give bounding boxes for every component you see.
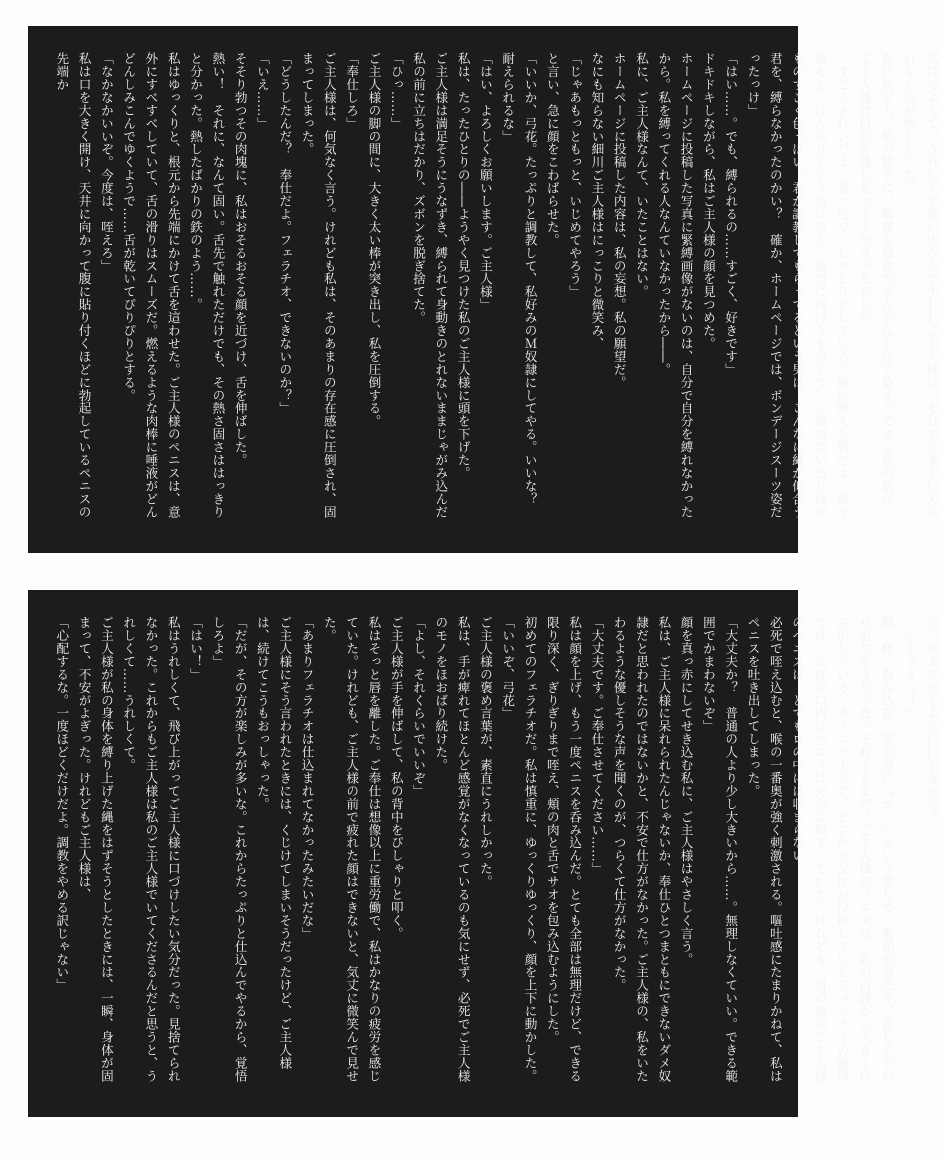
paragraph: ドキドキしながら、私はご主人様の顔を見つめた。 (700, 52, 716, 350)
paragraph: 初めてのフェラチオだ。私は慎重に、ゆっくりゆっくり、顔を上下に動かした。 (522, 616, 538, 1083)
paragraph: 私は顔を上げ、もう一度ペニスを呑み込んだ。とても全部は無理だけど、できる限り深く、ぎりぎりまで咥え、頬の肉と舌でサオを包み込むようにした。 (544, 616, 583, 1083)
paragraph: 私は、手が痺れてほとんど感覚がなくなっているのも気にせず、必死でご主人様のモノをほおばり続けた。 (433, 616, 471, 1083)
paragraph: 気持ちよくて、うれしくて涙が出るんです――ご主人様に、それをうまく伝えられないのが悔しかった。 (901, 52, 939, 519)
paragraph: 「じゃあもっともっと、いじめてやろう」 (567, 52, 583, 299)
paragraph: 「はい！」 (188, 616, 204, 681)
paragraph: 私は、ご主人様に呆れられたんじゃないか、奉仕ひとつまともにできないダメ奴隷だと思われたのではないかと、不安で仕方がなかった。ご主人様の、私をいたわるような優しそうな声を聞くのが、つらくて仕方がなかった。 (611, 616, 672, 1083)
paragraph: ホームページに投稿した写真に緊縛画像がないのは、自分で自分を縛れなかったから。私を縛ってくれる人なんていなかったから――。 (656, 52, 694, 519)
paragraph: 「だが、その方が楽しみが多いな。これからたっぷりと仕込んでやるから、覚悟しろよ」 (210, 616, 248, 1083)
paragraph: 熱い！ それに、なんて固い。舌先で触れただけでも、その熱さ固さははっきりと分かった。熱したばかりの鉄のよう……。 (188, 52, 226, 519)
paragraph: ご主人様の褒め言葉が、素直にうれしかった。 (477, 616, 493, 888)
paragraph: 「あまりフェラチオは仕込まれてなかったみたいだな」 (299, 616, 315, 940)
paragraph: 「はい……。でも、縛られるの……すごく、好きです」 (723, 52, 739, 376)
paragraph: 「なかなかいいぞ。今度は、咥えろ」 (98, 52, 114, 273)
paragraph: 「すごくきれいだよ、真っ白で、しっとりとしている。縄が映える肌だよ。縄で絞ると、ほんのりピンク色になる。適当に肉付きも良くて……縄の食い込む様がものすごく色っぽい。君が調教してもらってるという男は、こんなに縄が似合う君を、縛らなかったのかい？ 確か、ホームページでは、ボンデージスーツ姿だったっけ」 (745, 52, 850, 519)
paragraph: だけれども、私の様子に、興奮と感激でどんどんと紅く染まってゆく私の肌に、ご主人様は何かを感じとってくださったらしい。 (856, 52, 895, 519)
paragraph: 「よし、それくらいでいいぞ」 (411, 616, 427, 798)
paragraph: ら、かぶりつくように口を寄せた。 (923, 616, 939, 824)
page-panel-bottom (28, 590, 939, 1117)
paragraph: と言い、急に顔をこわばらせた。 (544, 52, 560, 247)
paragraph: 「いいぞ、弓花」 (500, 616, 516, 720)
paragraph: 「はい、よろしくお願いします。ご主人様」 (477, 52, 493, 311)
paragraph: 「大丈夫か？ 普通の人より少し大きいから……。無理しなくていい。できる範囲でかまわないぞ」 (700, 616, 739, 1083)
paragraph: 「奉仕しろ」 (344, 52, 360, 130)
paragraph: 「ひっ……」 (388, 52, 404, 130)
paragraph: ご主人様の脚の間に、大きく太い棒が突き出し、私を圧倒する。 (366, 52, 382, 428)
paragraph: 私はゆっくりと、根元から先端にかけて舌を這わせた。ご主人様のペニスは、意外にすべすべしていて、舌の滑りはスムーズだ。燃えるような肉棒に唾液がどんどんしみこんでゆくようで……舌が乾いてぴりぴりとする。 (121, 52, 181, 519)
vertical-text-block (50, 616, 942, 1095)
paragraph: そそり勃つその肉塊に、私はおそるおそる顔を近づけ、舌を伸ばした。 (232, 52, 248, 467)
paragraph: 「いいか、弓花。たっぷりと調教して、私好みのＭ奴隷にしてやる。いいな？ 耐えられるな」 (500, 52, 538, 519)
paragraph: ご主人様は満足そうにうなずき、縛られて身動きのとれないままじゃがみ込んだ私の前に立ちはだかり、ズボンを脱ぎ捨てた。 (411, 52, 449, 519)
paragraph: 私はうれしくて、飛び上がってご主人様に口づけしたい気分だった。見捨てられなかった。これからもご主人様は私のご主人様でいてくださるんだと思うと、うれしくて……うれしくて。 (121, 616, 181, 1083)
paragraph: 「どうしたんだ？ 奉仕だよ。フェラチオ、できないのか？」 (277, 52, 293, 415)
paragraph: 「大丈夫です。ご奉仕させてください……」 (589, 616, 605, 875)
paragraph: ご主人様にそう言われたときには、くじけてしまいそうだったけど、ご主人様は、続けてこうもおっしゃった。 (254, 616, 293, 1070)
paragraph: 「んぐぅうっ！」 (901, 616, 917, 720)
paragraph: 「心配するな。一度ほどくだけだよ。調教をやめる訳じゃない」 (54, 616, 70, 992)
page-panel-top (28, 26, 939, 553)
vertical-text-block (50, 52, 942, 531)
paragraph: 私に、ご主人様なんて、いたことはない。 (634, 52, 650, 299)
paragraph: ご主人様が手を伸ばして、私の背中をぴしゃりと叩く。 (388, 616, 404, 940)
paragraph: 顔を真っ赤にしてせき込む私に、ご主人様はやさしく言う。 (678, 616, 694, 966)
paragraph: ホームページに投稿した内容は、私の妄想。私の願望だ。 (611, 52, 627, 389)
paragraph: 私は口を大きく開け、天井に向かって腹に貼り付くほどに勃起しているペニスの先端か (54, 52, 92, 519)
paragraph: 私はそっと唇を離した。ご奉仕は想像以上に重労働で、私はかなりの疲労を感じていた。けれども、ご主人様の前で疲れた顔はできないと、気丈に微笑んで見せた。 (321, 616, 382, 1083)
paragraph: 必死で咥え込むと、喉の一番奥が強く刺激される。嘔吐感にたまりかねて、私はペニスを吐き出してしまった。 (745, 616, 783, 1083)
paragraph: 精一杯、呑み込む。喉の奥に『ゴツ』という感じで、亀頭が当たり、苦しくてむせ返りそうだった。それでもまだ、ご主人様のペニスは、私の口唇から大きくはみ出している。ホームページで、どこかの女性が投稿していたフェラチオの画像では、女性の口内にペニスは完全に収まっていた。けれども、目の前のご主人様のペニスは、とてもロの中には収まらない。 (790, 616, 895, 1083)
paragraph: ご主人様が私の身体を縛り上げた縄をはずそうとしたときには、一瞬、身体が固まって、不安がよぎった。けれどもご主人様は、 (76, 616, 114, 1083)
paragraph: なにも知らない細川ご主人様はにっこりと微笑み、 (589, 52, 605, 350)
paragraph: 私は、たったひとりの――ようやく見つけた私のご主人様に頭を下げた。 (455, 52, 471, 480)
paragraph: ご主人様は、何気なく言う。けれども私は、そのあまりの存在感に圧倒され、固まってしまった。 (299, 52, 337, 519)
paragraph: 「いえ……」 (254, 52, 270, 130)
